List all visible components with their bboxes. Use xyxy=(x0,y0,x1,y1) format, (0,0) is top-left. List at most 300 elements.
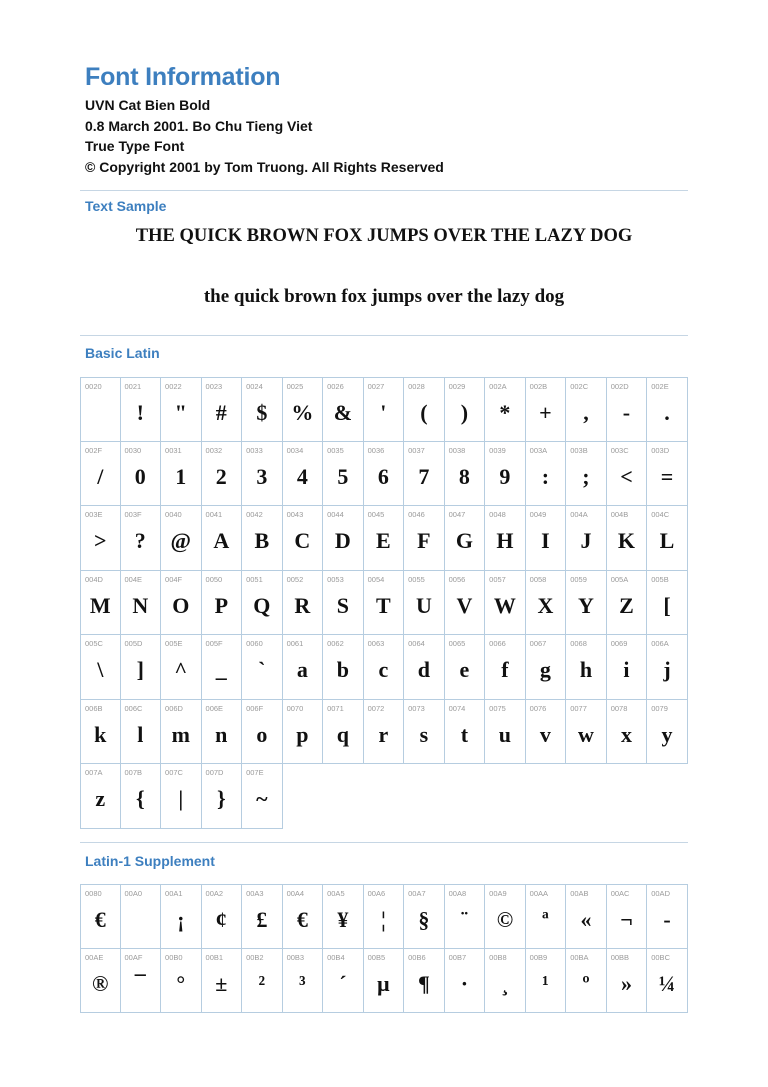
glyph-code: 00A9 xyxy=(489,889,507,898)
glyph-code: 00A6 xyxy=(367,889,386,898)
glyph-cell xyxy=(485,377,526,442)
glyph-cell xyxy=(323,700,364,765)
section-heading-basic-latin: Basic Latin xyxy=(85,345,160,361)
glyph-cell xyxy=(445,571,486,636)
glyph-char: - xyxy=(622,400,631,425)
glyph-char: L xyxy=(659,528,675,553)
glyph-char: ( xyxy=(420,400,428,425)
glyph-code: 00BA xyxy=(570,952,589,962)
glyph-char: A xyxy=(213,528,230,553)
glyph-code: 0046 xyxy=(408,510,425,519)
glyph-char: € xyxy=(94,907,106,932)
glyph-char: £ xyxy=(256,907,268,932)
glyph-cell xyxy=(607,700,648,765)
glyph-cell xyxy=(526,571,567,636)
glyph-char: ] xyxy=(136,657,144,682)
glyph-cell xyxy=(323,442,364,507)
glyph-cell xyxy=(161,884,202,949)
glyph-code: 0066 xyxy=(489,639,506,648)
glyph-char: M xyxy=(89,592,111,618)
glyph-char: ³ xyxy=(299,970,306,996)
glyph-code: 0021 xyxy=(124,382,142,391)
glyph-code: 0073 xyxy=(408,703,425,713)
glyph-code: 0025 xyxy=(286,382,304,391)
glyph-char: · xyxy=(460,970,469,996)
glyph-code: 0031 xyxy=(165,445,182,455)
glyph-cell xyxy=(566,377,607,442)
glyph-char: U xyxy=(415,592,432,618)
glyph-code: 0049 xyxy=(529,510,547,519)
glyph-cell xyxy=(526,635,567,700)
glyph-char: b xyxy=(336,657,349,682)
glyph-cell xyxy=(364,949,405,1014)
glyph-char: º xyxy=(582,970,590,996)
glyph-code: 0068 xyxy=(570,639,587,648)
glyph-code: 0050 xyxy=(205,574,223,584)
glyph-char: Y xyxy=(578,592,594,618)
glyph-char: f xyxy=(501,657,509,682)
glyph-code: 004E xyxy=(124,574,143,584)
glyph-code: 00B8 xyxy=(489,952,507,962)
glyph-cell xyxy=(566,700,607,765)
glyph-code: 005B xyxy=(651,574,669,584)
glyph-cell xyxy=(121,571,162,636)
glyph-char: ; xyxy=(582,463,590,489)
glyph-cell xyxy=(566,884,607,949)
glyph-char: T xyxy=(376,592,391,618)
page-title: Font Information xyxy=(85,63,281,91)
glyph-code: 0080 xyxy=(85,889,102,898)
glyph-code: 003B xyxy=(570,445,588,455)
glyph-cell xyxy=(121,764,162,829)
glyph-code: 0059 xyxy=(570,574,587,584)
glyph-grid-latin1 xyxy=(80,884,688,1013)
glyph-cell xyxy=(80,949,121,1014)
glyph-cell xyxy=(121,377,162,442)
glyph-char: X xyxy=(537,592,554,618)
glyph-cell xyxy=(445,442,486,507)
glyph-code: 0055 xyxy=(408,574,425,584)
glyph-cell xyxy=(404,884,445,949)
glyph-code: 0069 xyxy=(610,639,628,648)
glyph-char: § xyxy=(418,907,430,932)
glyph-code: 00B0 xyxy=(165,952,183,962)
glyph-code: 00BB xyxy=(610,952,630,962)
glyph-cell xyxy=(485,700,526,765)
glyph-char: ¯ xyxy=(134,970,146,996)
glyph-char: \ xyxy=(97,657,104,682)
glyph-cell xyxy=(202,764,243,829)
glyph-code: 0062 xyxy=(327,639,344,648)
glyph-cell xyxy=(121,700,162,765)
glyph-code: 0076 xyxy=(529,703,547,713)
glyph-char: ¶ xyxy=(417,970,430,996)
glyph-code: 00AD xyxy=(651,889,670,898)
font-info xyxy=(85,95,444,177)
glyph-cell xyxy=(485,949,526,1014)
glyph-code: 004A xyxy=(570,510,588,519)
glyph-code: 0024 xyxy=(246,382,263,391)
glyph-code: 00AB xyxy=(570,889,589,898)
glyph-char: p xyxy=(296,721,309,747)
glyph-code: 005C xyxy=(85,639,103,648)
glyph-cell xyxy=(445,635,486,700)
glyph-code: 002D xyxy=(610,382,629,391)
glyph-char: 9 xyxy=(499,463,511,489)
glyph-char: Z xyxy=(619,592,634,618)
glyph-cell xyxy=(607,506,648,571)
glyph-code: 0075 xyxy=(489,703,506,713)
glyph-cell xyxy=(242,635,283,700)
glyph-cell xyxy=(526,506,567,571)
glyph-cell xyxy=(607,442,648,507)
glyph-cell xyxy=(526,884,567,949)
glyph-cell xyxy=(364,442,405,507)
glyph-char: ¥ xyxy=(337,907,349,932)
glyph-code: 0058 xyxy=(529,574,547,584)
glyph-char: # xyxy=(215,400,227,425)
font-name: UVN Cat Bien Bold xyxy=(85,97,211,113)
glyph-cell xyxy=(364,884,405,949)
glyph-char: & xyxy=(333,400,353,425)
glyph-char: 1 xyxy=(175,463,187,489)
glyph-code: 0038 xyxy=(448,445,466,455)
glyph-char: ¸ xyxy=(501,970,509,996)
glyph-cell xyxy=(323,571,364,636)
glyph-cell xyxy=(121,635,162,700)
glyph-code: 006E xyxy=(205,703,224,713)
glyph-char: * xyxy=(499,400,511,425)
glyph-code: 00BC xyxy=(651,952,670,962)
glyph-char: } xyxy=(216,786,226,811)
glyph-code: 004F xyxy=(165,574,183,584)
glyph-code: 003F xyxy=(124,510,142,519)
glyph-cell xyxy=(80,764,121,829)
glyph-cell xyxy=(202,377,243,442)
glyph-char: > xyxy=(93,528,107,553)
glyph-cell xyxy=(566,949,607,1014)
glyph-char: ^ xyxy=(174,657,188,682)
glyph-cell xyxy=(323,506,364,571)
glyph-cell xyxy=(283,506,324,571)
glyph-cell xyxy=(647,635,688,700)
glyph-char: [ xyxy=(663,592,671,618)
glyph-cell xyxy=(161,635,202,700)
glyph-code: 0030 xyxy=(124,445,142,455)
glyph-code: 003D xyxy=(651,445,670,455)
glyph-cell xyxy=(364,635,405,700)
glyph-char: K xyxy=(617,528,636,553)
glyph-char: F xyxy=(417,528,431,553)
glyph-code: 00AC xyxy=(610,889,630,898)
glyph-code: 0071 xyxy=(327,703,344,713)
glyph-code: 0035 xyxy=(327,445,344,455)
glyph-code: 006D xyxy=(165,703,183,713)
glyph-char: S xyxy=(336,592,349,618)
glyph-code: 006A xyxy=(651,639,669,648)
glyph-char: i xyxy=(623,657,630,682)
glyph-char: g xyxy=(539,657,551,682)
glyph-char: < xyxy=(620,463,633,489)
glyph-code: 0029 xyxy=(448,382,466,391)
glyph-cell xyxy=(526,949,567,1014)
glyph-code: 005D xyxy=(124,639,143,648)
glyph-char: = xyxy=(660,463,674,489)
glyph-char: " xyxy=(174,400,187,425)
glyph-cell xyxy=(161,442,202,507)
glyph-code: 0053 xyxy=(327,574,344,584)
glyph-char: j xyxy=(663,657,671,682)
glyph-code: 005F xyxy=(205,639,223,648)
glyph-code: 0056 xyxy=(448,574,466,584)
glyph-cell xyxy=(485,506,526,571)
glyph-char: n xyxy=(215,721,228,747)
glyph-cell xyxy=(161,571,202,636)
glyph-cell xyxy=(566,506,607,571)
glyph-code: 005E xyxy=(165,639,183,648)
glyph-cell xyxy=(121,949,162,1014)
glyph-cell xyxy=(242,700,283,765)
glyph-char: 6 xyxy=(377,463,389,489)
glyph-code: 00A2 xyxy=(205,889,224,898)
glyph-char: m xyxy=(171,721,190,747)
glyph-code: 0061 xyxy=(286,639,304,648)
glyph-cell xyxy=(364,377,405,442)
glyph-char: t xyxy=(460,721,469,747)
glyph-char: _ xyxy=(215,657,227,682)
glyph-code: 00AE xyxy=(85,952,104,962)
glyph-char: : xyxy=(541,463,550,489)
glyph-cell xyxy=(647,949,688,1014)
glyph-cell xyxy=(566,635,607,700)
glyph-char: | xyxy=(178,786,184,811)
glyph-code: 002A xyxy=(489,382,507,391)
glyph-code: 0028 xyxy=(408,382,425,391)
glyph-code: 0036 xyxy=(367,445,385,455)
glyph-char: ¼ xyxy=(658,970,676,996)
glyph-code: 0070 xyxy=(286,703,304,713)
glyph-char: I xyxy=(541,528,550,553)
glyph-char: s xyxy=(419,721,429,747)
glyph-char: 7 xyxy=(418,463,430,489)
glyph-char: G xyxy=(455,528,473,553)
glyph-char: R xyxy=(294,592,311,618)
glyph-char: ¢ xyxy=(215,907,227,932)
glyph-char: @ xyxy=(170,528,192,553)
glyph-char: z xyxy=(95,786,106,811)
glyph-cell xyxy=(202,700,243,765)
glyph-code: 00B7 xyxy=(448,952,467,962)
glyph-code: 007C xyxy=(165,768,183,777)
glyph-cell xyxy=(80,884,121,949)
glyph-code: 003E xyxy=(85,510,103,519)
glyph-code: 0040 xyxy=(165,510,182,519)
glyph-code: 0065 xyxy=(448,639,466,648)
glyph-char: k xyxy=(94,721,107,747)
glyph-char: ¡ xyxy=(177,907,185,932)
glyph-cell xyxy=(445,377,486,442)
glyph-char: 0 xyxy=(134,463,146,489)
glyph-code: 00A5 xyxy=(327,889,345,898)
font-type: True Type Font xyxy=(85,138,185,154)
glyph-char: © xyxy=(496,907,514,932)
glyph-code: 007D xyxy=(205,768,224,777)
glyph-cell xyxy=(242,377,283,442)
glyph-code: 006F xyxy=(246,703,264,713)
section-heading-latin1: Latin-1 Supplement xyxy=(85,853,215,869)
glyph-char: ~ xyxy=(256,786,268,811)
glyph-code: 004C xyxy=(651,510,670,519)
glyph-cell xyxy=(161,700,202,765)
section-heading-text-sample: Text Sample xyxy=(85,198,167,214)
glyph-char: ¨ xyxy=(460,907,469,932)
glyph-cell xyxy=(647,571,688,636)
glyph-code: 0067 xyxy=(529,639,547,648)
glyph-code: 002C xyxy=(570,382,589,391)
glyph-cell xyxy=(202,506,243,571)
glyph-char: 4 xyxy=(296,463,308,489)
glyph-code: 0026 xyxy=(327,382,344,391)
glyph-cell xyxy=(647,700,688,765)
glyph-char: ° xyxy=(176,970,186,996)
glyph-cell xyxy=(607,571,648,636)
glyph-code: 00B9 xyxy=(529,952,548,962)
glyph-cell xyxy=(404,571,445,636)
glyph-char: / xyxy=(97,463,104,489)
glyph-char: { xyxy=(135,786,145,811)
glyph-char: ´ xyxy=(339,970,347,996)
glyph-char: ' xyxy=(380,400,387,425)
glyph-char: x xyxy=(620,721,632,747)
glyph-cell xyxy=(80,442,121,507)
glyph-code: 0074 xyxy=(448,703,466,713)
divider xyxy=(80,842,688,843)
glyph-code: 0022 xyxy=(165,382,182,391)
glyph-code: 0047 xyxy=(448,510,466,519)
glyph-cell xyxy=(566,571,607,636)
glyph-char: ± xyxy=(215,970,228,996)
glyph-code: 00AF xyxy=(124,952,143,962)
glyph-char: u xyxy=(498,721,512,747)
glyph-char: w xyxy=(578,721,594,747)
glyph-char: $ xyxy=(256,400,268,425)
glyph-code: 0032 xyxy=(205,445,223,455)
glyph-cell xyxy=(202,949,243,1014)
glyph-code: 006B xyxy=(85,703,103,713)
glyph-code: 00B2 xyxy=(246,952,264,962)
glyph-char: e xyxy=(459,657,470,682)
glyph-code: 002F xyxy=(85,445,103,455)
glyph-cell xyxy=(485,635,526,700)
glyph-cell xyxy=(323,949,364,1014)
glyph-code: 0078 xyxy=(610,703,628,713)
glyph-code: 00B6 xyxy=(408,952,426,962)
glyph-char: D xyxy=(334,528,351,553)
glyph-char: l xyxy=(137,721,144,747)
glyph-char: ® xyxy=(92,970,109,996)
glyph-char: a xyxy=(296,657,308,682)
glyph-cell xyxy=(323,884,364,949)
glyph-code: 0045 xyxy=(367,510,385,519)
glyph-cell xyxy=(526,700,567,765)
glyph-code: 005A xyxy=(610,574,629,584)
glyph-char: O xyxy=(172,592,190,618)
font-version: 0.8 March 2001. Bo Chu Tieng Viet xyxy=(85,117,313,134)
glyph-cell xyxy=(404,442,445,507)
glyph-char: € xyxy=(296,907,308,932)
glyph-cell xyxy=(161,949,202,1014)
glyph-code: 0033 xyxy=(246,445,263,455)
glyph-code: 0054 xyxy=(367,574,385,584)
glyph-cell xyxy=(404,377,445,442)
glyph-cell xyxy=(121,442,162,507)
glyph-code: 00A0 xyxy=(124,889,143,898)
glyph-char: N xyxy=(132,592,149,618)
glyph-char: % xyxy=(291,400,314,425)
glyph-code: 0048 xyxy=(489,510,506,519)
glyph-code: 004D xyxy=(85,574,103,584)
glyph-cell xyxy=(80,571,121,636)
glyph-cell xyxy=(404,635,445,700)
glyph-char: H xyxy=(496,528,514,553)
glyph-cell xyxy=(202,571,243,636)
glyph-code: 0072 xyxy=(367,703,385,713)
glyph-cell xyxy=(647,884,688,949)
glyph-char: c xyxy=(378,657,389,682)
glyph-char: o xyxy=(256,721,268,747)
glyph-cell xyxy=(161,377,202,442)
glyph-code: 00B4 xyxy=(327,952,345,962)
glyph-char: V xyxy=(456,592,473,618)
glyph-code: 00B5 xyxy=(367,952,386,962)
glyph-char: , xyxy=(583,400,589,425)
glyph-code: 0060 xyxy=(246,639,263,648)
glyph-char: ¬ xyxy=(620,907,633,932)
glyph-char: . xyxy=(664,400,670,425)
glyph-char: ! xyxy=(136,400,144,425)
sample-lowercase: the quick brown fox jumps over the lazy dog xyxy=(203,286,565,307)
glyph-cell xyxy=(283,571,324,636)
glyph-code: 0027 xyxy=(367,382,385,391)
glyph-code: 0057 xyxy=(489,574,506,584)
glyph-char: E xyxy=(376,528,391,553)
glyph-char: h xyxy=(579,657,593,682)
glyph-code: 0051 xyxy=(246,574,263,584)
glyph-code: 007E xyxy=(246,768,264,777)
sample-uppercase: THE QUICK BROWN FOX JUMPS OVER THE LAZY DOG xyxy=(135,226,633,246)
glyph-char: + xyxy=(539,400,552,425)
glyph-cell xyxy=(242,764,283,829)
glyph-code: 0063 xyxy=(367,639,385,648)
glyph-char: ? xyxy=(134,528,146,553)
glyph-cell xyxy=(323,635,364,700)
glyph-code: 00A8 xyxy=(448,889,467,898)
glyph-cell xyxy=(242,884,283,949)
glyph-cell xyxy=(283,884,324,949)
glyph-code: 00B1 xyxy=(205,952,224,962)
glyph-char: » xyxy=(620,970,632,996)
glyph-char: Q xyxy=(253,592,271,618)
font-copyright: © Copyright 2001 by Tom Truong. All Rights Reserved xyxy=(85,158,444,175)
glyph-char: P xyxy=(214,592,229,618)
glyph-code: 0023 xyxy=(205,382,223,391)
glyph-cell xyxy=(485,571,526,636)
glyph-cell xyxy=(526,442,567,507)
glyph-char: d xyxy=(417,657,430,682)
glyph-code: 0044 xyxy=(327,510,344,519)
glyph-cell xyxy=(283,700,324,765)
divider xyxy=(80,190,688,191)
